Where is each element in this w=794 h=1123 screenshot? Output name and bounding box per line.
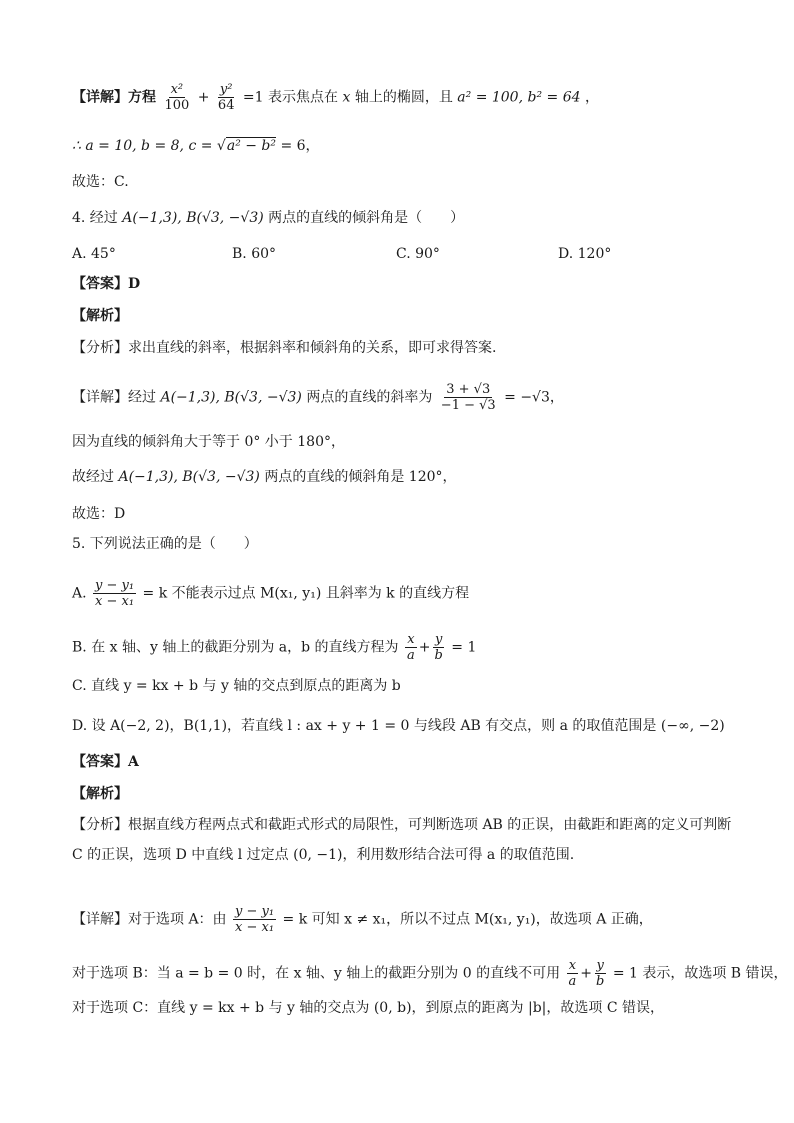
q4-jiexi: 【解析】 bbox=[72, 308, 128, 324]
q4-option-c: C. 90° bbox=[396, 246, 440, 262]
q4-stem: 4. 经过 A(−1,3), B(√3, −√3) 两点的直线的倾斜角是（ ） bbox=[72, 210, 465, 226]
q5-analysis: 【分析】根据直线方程两点式和截距式形式的局限性，可判断选项 AB 的正误，由截距和距离的定义可判断 C 的正误，选项 D 中直线 l 过定点 (0, −1)，利用数形结合法可得 a 的取值范围. bbox=[72, 817, 732, 863]
q5-a-fraction: $\frac{\text{y − y₁}}{\text{x − x₁}}$ bbox=[95, 578, 135, 609]
q5-detail-c: 对于选项 C：直线 y = kx + b 与 y 轴的交点为 (0, b)，到原点的距离为 |b|，故选项 C 错误， bbox=[72, 1000, 664, 1016]
choose-c-line: 故选：C. bbox=[72, 174, 129, 190]
detail-ellipse-line: 【详解】方程 $\frac{\text{x²}}{100}$ + $\frac{\text{y²}}{64}$ =1 表示焦点在 x 轴上的椭圆，且 a² = 100, b² = 64 ， bbox=[72, 82, 599, 113]
detail-label: 【详解】方程 bbox=[72, 89, 156, 106]
q5-option-a: A. $\frac{\text{y − y₁}}{\text{x − x₁}}$ = k 不能表示过点 M(x₁, y₁) 且斜率为 k 的直线方程 bbox=[72, 578, 470, 609]
fraction-x2-100: $\frac{\text{x²}}{100}$ bbox=[164, 82, 190, 113]
q5-detail-a: 【详解】对于选项 A：由 $\frac{\text{y − y₁}}{\text{x − x₁}}$ = k 可知 x ≠ x₁，所以不过点 M(x₁, y₁)，故选项 A 正确， bbox=[72, 904, 653, 935]
q4-conclusion: 故经过 A(−1,3), B(√3, −√3) 两点的直线的倾斜角是 120°， bbox=[72, 469, 457, 485]
q4-option-b: B. 60° bbox=[232, 246, 277, 262]
q4-angle-range: 因为直线的倾斜角大于等于 0° 小于 180°， bbox=[72, 434, 345, 450]
q4-choose: 故选：D bbox=[72, 506, 126, 522]
q5-stem: 5. 下列说法正确的是（ ） bbox=[72, 536, 258, 552]
q5-option-c: C. 直线 y = kx + b 与 y 轴的交点到原点的距离为 b bbox=[72, 678, 401, 694]
q5-detail-b: 对于选项 B：当 a = b = 0 时，在 x 轴、y 轴上的截距分别为 0 的直线不可用 $\frac{x}{a}$ + $\frac{y}{b}$ = 1 表示，故选项 B 错误， bbox=[72, 958, 788, 989]
q4-slope-fraction: $\frac{3 + √3}{-1 - √3}$ bbox=[440, 382, 496, 413]
q4-option-a: A. 45° bbox=[72, 246, 116, 262]
q4-analysis: 【分析】求出直线的斜率，根据斜率和倾斜角的关系，即可求得答案. bbox=[72, 340, 497, 356]
q4-option-d: D. 120° bbox=[558, 246, 612, 262]
q5-option-b: B. 在 x 轴、y 轴上的截距分别为 a，b 的直线方程为 $\frac{x}{a}$ + $\frac{y}{b}$ = 1 bbox=[72, 632, 477, 663]
fraction-y2-64: $\frac{\text{y²}}{64}$ bbox=[217, 82, 235, 113]
detail-abc-line: ∴ a = 10, b = 8, c = √a² − b² = 6， bbox=[72, 138, 320, 154]
q5-option-d: D. 设 A(−2, 2)，B(1,1)，若直线 l : ax + y + 1 = 0 与线段 AB 有交点，则 a 的取值范围是 (−∞, −2) bbox=[72, 718, 725, 734]
q4-answer: 【答案】D bbox=[72, 276, 141, 292]
q5-answer: 【答案】A bbox=[72, 754, 139, 770]
q4-detail: 【详解】经过 A(−1,3), B(√3, −√3) 两点的直线的斜率为 $\frac{3 + √3}{-1 - √3}$ = −√3， bbox=[72, 382, 564, 413]
q5-jiexi: 【解析】 bbox=[72, 786, 128, 802]
